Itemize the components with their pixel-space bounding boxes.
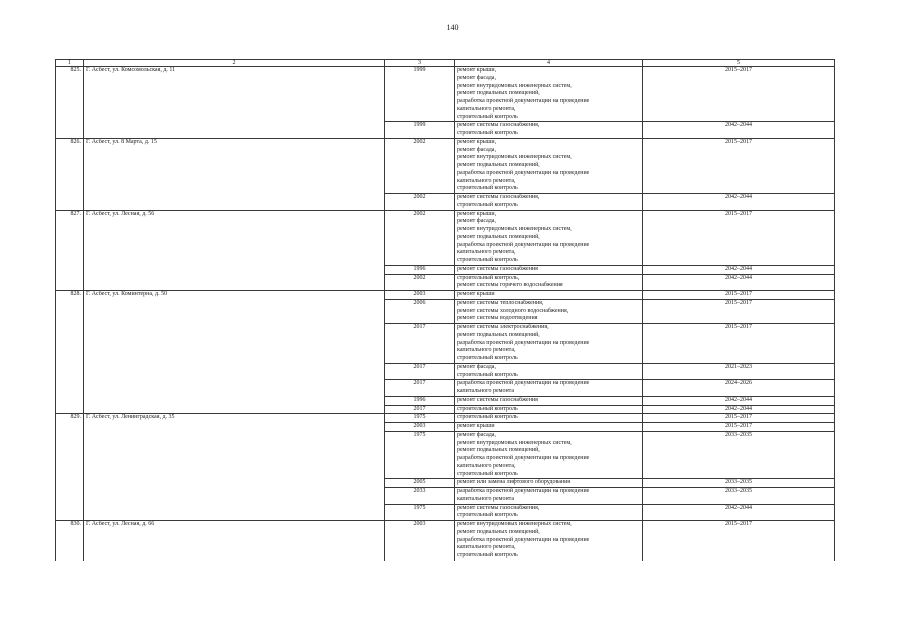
repair-work-item: ремонт фасада, xyxy=(457,74,496,81)
repair-works xyxy=(455,265,643,274)
repair-work-item: ремонт фасада, xyxy=(457,431,496,438)
column-number: 5 xyxy=(643,60,835,67)
repair-work-item: капитального ремонта, xyxy=(457,105,516,112)
repair-work-item: ремонт подвальных помещений, xyxy=(457,233,540,240)
repair-works xyxy=(455,414,643,423)
repair-works xyxy=(455,488,643,505)
repair-works xyxy=(455,274,643,291)
building-address: Г. Асбест, ул. Лесная, д. 66 xyxy=(84,521,385,561)
repair-period: 2015–2017 xyxy=(643,291,835,300)
repair-period: 2015–2017 xyxy=(643,299,835,323)
repair-work-item: ремонт фасада, xyxy=(457,363,496,370)
repair-work-item: ремонт крыши, xyxy=(457,138,497,145)
repair-period: 2015–2017 xyxy=(643,423,835,432)
repair-work-item: ремонт системы газоснабжения, xyxy=(457,504,540,511)
repair-work-item: капитального ремонта xyxy=(457,495,515,502)
repair-works xyxy=(455,67,643,122)
repair-work-item: ремонт внутридомовых инженерных систем, xyxy=(457,521,572,527)
repair-period: 2015–2017 xyxy=(643,324,835,364)
repair-work-item: ремонт крыши, xyxy=(457,67,497,73)
building-number: 825. xyxy=(56,67,84,139)
building-address: Г. Асбест, ул. Лесная, д. 56 xyxy=(84,210,385,291)
repair-work-item: капитального ремонта xyxy=(457,388,515,394)
repair-period: 2015–2017 xyxy=(643,414,835,423)
column-number-row xyxy=(56,60,835,67)
repair-work-item: капитального ремонта, xyxy=(457,544,516,551)
repair-work-item: строительный контроль xyxy=(457,130,518,136)
commissioning-year: 2002 xyxy=(385,194,455,211)
repair-period: 2015–2017 xyxy=(643,210,835,265)
repair-work-item: строительный контроль xyxy=(457,470,518,477)
repair-period: 2021–2023 xyxy=(643,363,835,380)
repair-work-item: ремонт крыши xyxy=(457,291,495,297)
commissioning-year: 1975 xyxy=(385,414,455,423)
repair-work-item: ремонт крыши xyxy=(457,423,495,429)
repair-period: 2033–2035 xyxy=(643,479,835,488)
repair-work-item: разработка проектной документации на проведение xyxy=(457,488,590,494)
repair-work-item: капитального ремонта, xyxy=(457,249,516,256)
repair-period: 2015–2017 xyxy=(643,138,835,193)
repair-work-item: ремонт внутридомовых инженерных систем, xyxy=(457,154,572,161)
building-address: Г. Асбест, ул. 8 Марта, д. 15 xyxy=(84,138,385,210)
repair-work-item: ремонт крыши, xyxy=(457,210,497,217)
commissioning-year: 1996 xyxy=(385,396,455,405)
repair-works xyxy=(455,431,643,479)
commissioning-year: 1999 xyxy=(385,122,455,139)
repair-works xyxy=(455,138,643,193)
building-number: 826. xyxy=(56,138,84,210)
repair-period: 2033–2035 xyxy=(643,431,835,479)
repair-works xyxy=(455,299,643,323)
repair-works xyxy=(455,380,643,397)
table-row xyxy=(56,521,835,561)
capital-repair-table xyxy=(55,59,835,561)
repair-work-item: разработка проектной документации на проведение xyxy=(457,98,590,104)
repair-period: 2042–2044 xyxy=(643,504,835,521)
table-row xyxy=(56,138,835,193)
repair-work-item: ремонт или замена лифтового оборудования xyxy=(457,479,571,486)
commissioning-year: 2003 xyxy=(385,423,455,432)
page-number: 140 xyxy=(446,23,459,32)
repair-work-item: строительный контроль xyxy=(457,512,518,519)
repair-works xyxy=(455,324,643,364)
repair-works xyxy=(455,396,643,405)
repair-work-item: ремонт внутридомовых инженерных систем, xyxy=(457,439,572,446)
repair-period: 2042–2044 xyxy=(643,265,835,274)
column-number: 3 xyxy=(385,60,455,67)
repair-work-item: разработка проектной документации на проведение xyxy=(457,380,590,387)
repair-work-item: ремонт фасада, xyxy=(457,146,496,153)
table-row xyxy=(56,414,835,423)
repair-work-item: разработка проектной документации на проведение xyxy=(457,169,590,176)
repair-work-item: ремонт системы теплоснабжения, xyxy=(457,299,544,306)
repair-work-item: ремонт подвальных помещений, xyxy=(457,90,540,97)
repair-work-item: разработка проектной документации на проведение xyxy=(457,241,590,248)
repair-work-item: ремонт системы газоснабжения, xyxy=(457,122,540,129)
repair-works xyxy=(455,122,643,139)
table-row xyxy=(56,291,835,300)
repair-work-item: ремонт системы газоснабжения xyxy=(457,396,538,403)
repair-period: 2042–2044 xyxy=(643,274,835,291)
building-address: Г. Асбест, ул. Комсомольская, д. 11 xyxy=(84,67,385,139)
repair-work-item: строительный контроль, xyxy=(457,274,520,281)
repair-work-item: ремонт системы водоотведения xyxy=(457,315,538,322)
repair-work-item: строительный контроль xyxy=(457,414,518,421)
repair-work-item: строительный контроль xyxy=(457,355,518,361)
repair-works xyxy=(455,405,643,414)
commissioning-year: 2006 xyxy=(385,299,455,323)
repair-period: 2015–2017 xyxy=(643,521,835,561)
repair-work-item: ремонт подвальных помещений, xyxy=(457,528,540,535)
repair-work-item: ремонт системы холодного водоснабжения, xyxy=(457,307,569,314)
repair-works xyxy=(455,210,643,265)
commissioning-year: 2017 xyxy=(385,405,455,414)
column-number: 4 xyxy=(455,60,643,67)
repair-work-item: строительный контроль xyxy=(457,201,518,208)
repair-period: 2042–2044 xyxy=(643,122,835,139)
building-number: 827. xyxy=(56,210,84,291)
building-number: 828. xyxy=(56,291,84,414)
repair-work-item: ремонт системы газоснабжения xyxy=(457,265,538,272)
repair-work-item: ремонт системы газоснабжения, xyxy=(457,194,540,200)
repair-work-item: строительный контроль xyxy=(457,371,518,378)
commissioning-year: 2017 xyxy=(385,363,455,380)
repair-period: 2024–2026 xyxy=(643,380,835,397)
repair-period: 2042–2044 xyxy=(643,396,835,405)
repair-work-item: капитального ремонта, xyxy=(457,462,516,469)
repair-works xyxy=(455,194,643,211)
repair-work-item: ремонт подвальных помещений, xyxy=(457,162,540,168)
repair-work-item: строительный контроль xyxy=(457,405,518,412)
commissioning-year: 2002 xyxy=(385,274,455,291)
repair-works xyxy=(455,423,643,432)
repair-work-item: строительный контроль xyxy=(457,552,518,558)
repair-work-item: ремонт фасада, xyxy=(457,218,496,225)
repair-work-item: строительный контроль xyxy=(457,257,518,263)
table-row xyxy=(56,210,835,265)
repair-work-item: ремонт подвальных помещений, xyxy=(457,447,540,454)
commissioning-year: 2003 xyxy=(385,521,455,561)
commissioning-year: 2003 xyxy=(385,291,455,300)
column-number: 1 xyxy=(56,60,84,67)
table-row xyxy=(56,67,835,122)
building-number: 830. xyxy=(56,521,84,561)
repair-works xyxy=(455,521,643,561)
commissioning-year: 1975 xyxy=(385,431,455,479)
commissioning-year: 1975 xyxy=(385,504,455,521)
repair-work-item: разработка проектной документации на проведение xyxy=(457,536,590,543)
repair-works xyxy=(455,363,643,380)
building-number: 829. xyxy=(56,414,84,521)
commissioning-year: 2033 xyxy=(385,488,455,505)
repair-work-item: строительный контроль xyxy=(457,113,518,120)
repair-works xyxy=(455,504,643,521)
commissioning-year: 2002 xyxy=(385,138,455,193)
repair-work-item: ремонт внутридомовых инженерных систем, xyxy=(457,226,572,232)
repair-period: 2042–2044 xyxy=(643,194,835,211)
repair-period: 2015–2017 xyxy=(643,67,835,122)
commissioning-year: 2017 xyxy=(385,380,455,397)
commissioning-year: 1999 xyxy=(385,67,455,122)
building-address: Г. Асбест, ул. Ленинградская, д. 35 xyxy=(84,414,385,521)
commissioning-year: 1996 xyxy=(385,265,455,274)
repair-work-item: ремонт подвальных помещений, xyxy=(457,331,540,338)
repair-work-item: капитального ремонта, xyxy=(457,347,516,354)
commissioning-year: 2017 xyxy=(385,324,455,364)
repair-work-item: ремонт системы электроснабжения, xyxy=(457,324,549,330)
repair-work-item: ремонт системы горячего водоснабжения xyxy=(457,282,563,289)
repair-works xyxy=(455,479,643,488)
repair-work-item: строительный контроль xyxy=(457,185,518,192)
commissioning-year: 2002 xyxy=(385,210,455,265)
repair-work-item: разработка проектной документации на проведение xyxy=(457,455,590,461)
repair-works xyxy=(455,291,643,300)
repair-period: 2042–2044 xyxy=(643,405,835,414)
repair-period: 2033–2035 xyxy=(643,488,835,505)
repair-work-item: капитального ремонта, xyxy=(457,177,516,184)
repair-work-item: разработка проектной документации на проведение xyxy=(457,339,590,346)
repair-work-item: ремонт внутридомовых инженерных систем, xyxy=(457,82,572,89)
column-number: 2 xyxy=(84,60,385,67)
commissioning-year: 2005 xyxy=(385,479,455,488)
building-address: Г. Асбест, ул. Коминтерна, д. 50 xyxy=(84,291,385,414)
